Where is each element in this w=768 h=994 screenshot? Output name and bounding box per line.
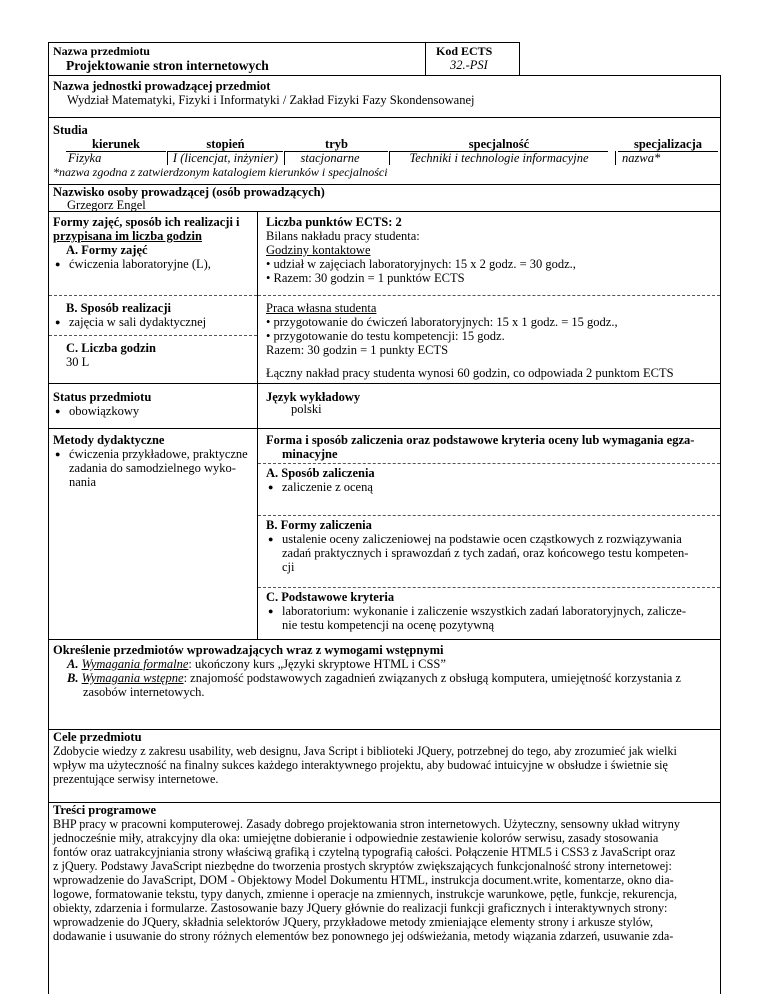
assessment-b-line-1: ● ustalenie oceny zaliczeniowej na podstawie ocen cząstkowych z rozwiązywania: [282, 532, 682, 546]
goals-line-2: wpływ ma użyteczność na finalny sukces każdego interaktywnego projektu, aby budować intuicyjne w obsłudze i świetnie się: [53, 758, 668, 772]
prereq-b-prefix: B.: [67, 671, 79, 685]
ects-contact-1: • udział w zajęciach laboratoryjnych: 15 x 2 godz. = 30 godz.,: [266, 257, 576, 271]
methods-item-line-3: nania: [69, 475, 97, 489]
forms-b-label: B. Sposób realizacji: [66, 301, 171, 315]
goals-section: [48, 729, 721, 803]
forms-section: [48, 211, 258, 384]
unit-value: Wydział Matematyki, Fizyki i Informatyki / Zakład Fizyki Fazy Skondensowanej: [67, 93, 475, 107]
prereq-section: [48, 639, 721, 730]
subject-cell: [48, 42, 426, 76]
teacher-section: [48, 184, 721, 212]
assessment-c-line-2: nie testu kompetencji na ocenę pozytywną: [282, 618, 495, 632]
unit-label: Nazwa jednostki prowadzącej przedmiot: [53, 79, 271, 93]
ects-divider: [258, 295, 720, 296]
studies-divider-1: [167, 151, 168, 165]
studies-header-specjalizacja: specjalizacja: [618, 137, 718, 152]
ects-contact-label: Godziny kontaktowe: [266, 243, 371, 257]
studies-value-tryb: stacjonarne: [300, 151, 360, 165]
studies-header-specjalnosc: specjalność: [390, 137, 608, 152]
studies-divider-4: [615, 151, 616, 165]
goals-label: Cele przedmiotu: [53, 730, 142, 744]
methods-item: [53, 447, 259, 489]
status-section: [48, 383, 258, 429]
assessment-a-item: ● zaliczenie z oceną: [266, 480, 716, 494]
forms-b-item: ● zajęcia w sali dydaktycznej: [53, 315, 253, 329]
subject-name: Projektowanie stron internetowych: [66, 58, 269, 73]
content-line: jednocześnie miły, atrakcyjny dla oka: umiejętne dobieranie i odpowiednie zestawienie kolorów serwisu, zasady stosowania: [53, 831, 659, 845]
prereq-b-text: : znajomość podstawowych zagadnień związanych z obsługą komputera, umiejętność korzystania z: [183, 671, 681, 685]
content-line: dodawanie i usuwanie do strony różnych elementów bez ponownego jej odświeżania, metody wiązania zdarzeń, usuwanie zda-: [53, 929, 674, 943]
studies-header-stopien: stopień: [168, 137, 283, 152]
content-line: wprowadzenie do JavaScript, DOM - Objektowy Model Dokumentu HTML, instrukcja document.write, komentarze, okno dia-: [53, 873, 674, 887]
assessment-c-item: [266, 604, 718, 632]
ects-code-value: 32.-PSI: [450, 58, 488, 72]
studies-divider-2: [284, 151, 285, 165]
goals-line-1: Zdobycie wiedzy z zakresu usability, web designu, Java Script i biblioteki JQuery, potrzebnej do tego, aby zrozumieć jak wielki: [53, 744, 677, 758]
studies-section: [48, 117, 721, 185]
assessment-b-label: B. Formy zaliczenia: [266, 518, 372, 532]
studies-value-kierunek: Fizyka: [68, 151, 102, 165]
content-line: fontów oraz uatrakcyjniania strony właściwą grafiką i czytelną typografią całości. Połączenie HTML5 i CSS3 z JavaScript oraz: [53, 845, 676, 859]
prereq-b-text-2: zasobów internetowych.: [83, 685, 205, 699]
assessment-b-line-3: cji: [282, 560, 295, 574]
content-line: z jQuery. Podstawy JavaScript niezbędne do tworzenia prostych skryptów zwiększających funkcjonalność strony internetowej:: [53, 859, 672, 873]
methods-item-line-2: zadania do samodzielnego wyko-: [69, 461, 236, 475]
assessment-section: [257, 428, 721, 640]
studies-header-kierunek: kierunek: [66, 137, 166, 152]
forms-title-1: Formy zajęć, sposób ich realizacji i: [53, 215, 240, 229]
content-section: [48, 802, 721, 994]
unit-section: [48, 75, 721, 118]
subject-label: Nazwa przedmiotu: [53, 44, 150, 58]
language-label: Język wykładowy: [266, 390, 361, 404]
assessment-title-2: minacyjne: [282, 447, 338, 461]
ects-total: Łączny nakład pracy studenta wynosi 60 godzin, co odpowiada 2 punktom ECTS: [266, 366, 674, 380]
forms-c-value: 30 L: [66, 355, 90, 369]
ects-title: Liczba punktów ECTS: 2: [266, 215, 402, 229]
content-line: BHP pracy w pracowni komputerowej. Zasady dobrego projektowania stron internetowych. Użyteczny, sensowny układ witryny: [53, 817, 680, 831]
ects-own-3: Razem: 30 godzin = 1 punkty ECTS: [266, 343, 449, 357]
forms-a-item: ● ćwiczenia laboratoryjne (L),: [53, 257, 253, 271]
assessment-c-label: C. Podstawowe kryteria: [266, 590, 395, 604]
forms-title-2: przypisana im liczba godzin: [53, 229, 202, 243]
forms-a-label: A. Formy zajęć: [66, 243, 148, 257]
ects-contact-2: • Razem: 30 godzin = 1 punktów ECTS: [266, 271, 465, 285]
studies-table: [66, 137, 718, 165]
language-value: polski: [291, 402, 322, 416]
prereq-a-prefix: A.: [67, 657, 79, 671]
assessment-divider-1: [258, 463, 720, 464]
prereq-a-text: : ukończony kurs „Języki skryptowe HTML i CSS”: [188, 657, 446, 671]
methods-item-line-1: ● ćwiczenia przykładowe, praktyczne: [69, 447, 248, 461]
prereq-b: [67, 671, 681, 685]
studies-value-specjalnosc: Techniki i technologie informacyjne: [409, 151, 589, 165]
prereq-a-label: Wymagania formalne: [81, 657, 189, 671]
content-lines: [53, 817, 717, 943]
status-label: Status przedmiotu: [53, 390, 152, 404]
prereq-a: [67, 657, 446, 671]
assessment-b-item: [266, 532, 718, 574]
content-line: logowe, formatowanie tekstu, typy danych, zmienne i operacje na zmiennych, instrukcje warunkowe, pętle, funkcje, rekurencja,: [53, 887, 678, 901]
methods-section: [48, 428, 258, 640]
goals-line-3: prezentujące serwisy internetowe.: [53, 772, 219, 786]
assessment-title-1: Forma i sposób zaliczenia oraz podstawowe kryteria oceny lub wymagania egza-: [266, 433, 695, 447]
ects-own-2: • przygotowanie do testu kompetencji: 15 godz.: [266, 329, 505, 343]
forms-divider-1: [49, 295, 257, 296]
ects-code-cell: [425, 42, 520, 76]
studies-note: *nazwa zgodna z zatwierdzonym katalogiem kierunków i specjalności: [53, 165, 388, 179]
ects-own-1: • przygotowanie do ćwiczeń laboratoryjnych: 15 x 1 godz. = 15 godz.,: [266, 315, 618, 329]
prereq-title: Określenie przedmiotów wprowadzających wraz z wymogami wstępnymi: [53, 643, 444, 657]
assessment-a-label: A. Sposób zaliczenia: [266, 466, 375, 480]
forms-c-label: C. Liczba godzin: [66, 341, 156, 355]
assessment-b-line-2: zadań praktycznych i sprawozdań z tych zadań, oraz końcowego testu kompeten-: [282, 546, 689, 560]
studies-value-stopien: I (licencjat, inżynier): [172, 151, 279, 165]
prereq-b-label: Wymagania wstępne: [81, 671, 184, 685]
ects-section: [257, 211, 721, 384]
studies-header-tryb: tryb: [285, 137, 388, 152]
studies-value-specjalizacja: nazwa*: [622, 151, 661, 165]
teacher-label: Nazwisko osoby prowadzącej (osób prowadzących): [53, 185, 325, 199]
forms-divider-2: [49, 335, 257, 336]
content-label: Treści programowe: [53, 803, 157, 817]
assessment-divider-2: [258, 515, 720, 516]
methods-label: Metody dydaktyczne: [53, 433, 165, 447]
assessment-divider-3: [258, 587, 720, 588]
ects-own-label: Praca własna studenta: [266, 301, 377, 315]
assessment-c-line-1: ● laboratorium: wykonanie i zaliczenie wszystkich zadań laboratoryjnych, zalicze-: [282, 604, 686, 618]
status-item: ● obowiązkowy: [53, 404, 253, 418]
studies-label: Studia: [53, 123, 88, 137]
ects-code-label: Kod ECTS: [436, 44, 493, 58]
language-section: [257, 383, 721, 429]
content-line: wprowadzenie do JQuery, składnia selektorów JQuery, przykładowe metody zmieniające elementy strony i arkusze stylów,: [53, 915, 654, 929]
teacher-value: Grzegorz Engel: [67, 198, 146, 212]
content-line: obiekty, zdarzenia i formularze. Zastosowanie bazy JQuery głównie do realizacji funkcji graficznych i interaktywnych strony:: [53, 901, 668, 915]
ects-balance: Bilans nakładu pracy studenta:: [266, 229, 420, 243]
studies-divider-3: [389, 151, 390, 165]
